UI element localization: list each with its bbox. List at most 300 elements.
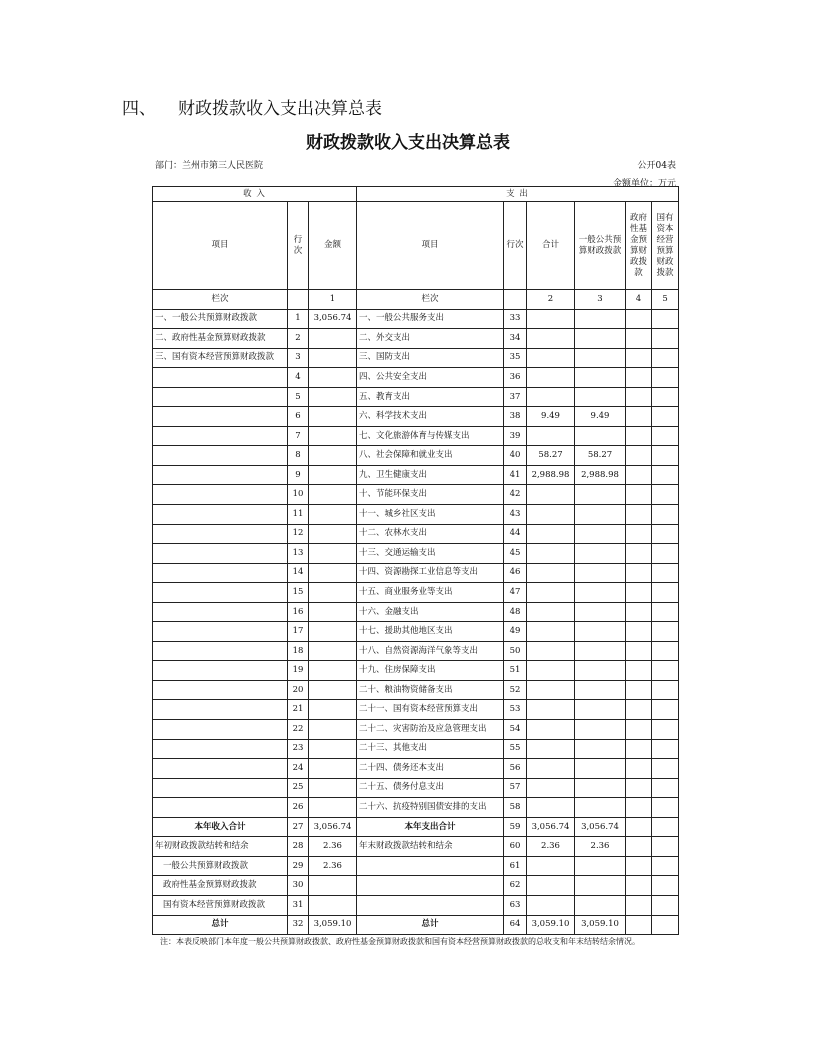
gov-fund-cell <box>626 485 652 505</box>
state-capital-cell <box>652 739 679 759</box>
expense-line-cell: 52 <box>504 680 527 700</box>
income-line-cell: 25 <box>288 778 309 798</box>
expense-item-cell: 十三、交通运输支出 <box>357 544 504 564</box>
income-item-cell <box>153 798 288 818</box>
expense-index-blank <box>504 290 527 310</box>
general-budget-cell <box>575 876 626 896</box>
general-budget-cell <box>575 778 626 798</box>
total-cell: 3,056.74 <box>527 817 575 837</box>
expense-line-cell: 39 <box>504 426 527 446</box>
income-item-cell: 政府性基金预算财政拨款 <box>153 876 288 896</box>
general-budget-cell <box>575 856 626 876</box>
general-budget-cell <box>575 759 626 779</box>
expense-line-cell: 40 <box>504 446 527 466</box>
expense-line-cell: 47 <box>504 583 527 603</box>
table-row <box>153 505 679 525</box>
section-number: 四、 <box>122 99 156 119</box>
state-capital-cell <box>652 524 679 544</box>
general-budget-cell <box>575 426 626 446</box>
expense-line-header: 行次 <box>504 202 527 290</box>
table-row <box>153 661 679 681</box>
expense-item-cell: 六、科学技术支出 <box>357 407 504 427</box>
income-item-cell <box>153 524 288 544</box>
state-capital-cell <box>652 485 679 505</box>
income-amount-cell: 2.36 <box>309 856 357 876</box>
income-item-cell: 年初财政拨款结转和结余 <box>153 837 288 857</box>
income-amount-cell <box>309 720 357 740</box>
expense-item-cell: 二十三、其他支出 <box>357 739 504 759</box>
gov-fund-cell <box>626 544 652 564</box>
income-line-cell: 24 <box>288 759 309 779</box>
income-line-cell: 6 <box>288 407 309 427</box>
table-row <box>153 524 679 544</box>
income-item-cell <box>153 426 288 446</box>
table-row <box>153 544 679 564</box>
gov-fund-cell <box>626 309 652 329</box>
state-capital-cell <box>652 426 679 446</box>
income-amount-cell <box>309 407 357 427</box>
state-capital-cell <box>652 759 679 779</box>
state-capital-cell <box>652 895 679 915</box>
general-budget-cell: 3,056.74 <box>575 817 626 837</box>
income-line-cell: 8 <box>288 446 309 466</box>
column-header-row <box>153 202 679 290</box>
income-line-cell: 12 <box>288 524 309 544</box>
total-cell <box>527 505 575 525</box>
income-item-cell <box>153 505 288 525</box>
gov-fund-cell <box>626 837 652 857</box>
expense-item-cell: 年末财政拨款结转和结余 <box>357 837 504 857</box>
income-item-cell <box>153 563 288 583</box>
expense-item-cell: 本年支出合计 <box>357 817 504 837</box>
expense-item-cell: 十八、自然资源海洋气象等支出 <box>357 641 504 661</box>
table-row <box>153 583 679 603</box>
income-item-cell <box>153 583 288 603</box>
income-amount-cell <box>309 661 357 681</box>
expense-item-cell: 二十二、灾害防治及应急管理支出 <box>357 720 504 740</box>
state-capital-cell <box>652 856 679 876</box>
general-budget-cell: 9.49 <box>575 407 626 427</box>
expense-item-cell: 二十四、债务还本支出 <box>357 759 504 779</box>
income-line-cell: 26 <box>288 798 309 818</box>
gov-fund-cell <box>626 368 652 388</box>
column-index-row <box>153 290 679 310</box>
income-amount-cell <box>309 544 357 564</box>
expense-line-cell: 54 <box>504 720 527 740</box>
income-line-cell: 19 <box>288 661 309 681</box>
income-item-cell <box>153 368 288 388</box>
gov-fund-cell <box>626 563 652 583</box>
table-row <box>153 641 679 661</box>
income-line-cell: 7 <box>288 426 309 446</box>
section-title: 财政拨款收入支出决算总表 <box>178 99 382 119</box>
state-capital-cell <box>652 837 679 857</box>
expense-item-cell: 总计 <box>357 915 504 935</box>
expense-item-cell: 五、教育支出 <box>357 387 504 407</box>
table-row <box>153 387 679 407</box>
table-row <box>153 309 679 329</box>
general-budget-cell <box>575 524 626 544</box>
income-item-cell: 一、一般公共预算财政拨款 <box>153 309 288 329</box>
expense-item-cell <box>357 856 504 876</box>
state-capital-cell <box>652 505 679 525</box>
income-amount-header: 金额 <box>309 202 357 290</box>
state-capital-cell <box>652 348 679 368</box>
state-capital-cell <box>652 583 679 603</box>
general-budget-cell <box>575 387 626 407</box>
expense-item-cell: 二十六、抗疫特别国债安排的支出 <box>357 798 504 818</box>
general-budget-cell <box>575 309 626 329</box>
expense-line-cell: 34 <box>504 329 527 349</box>
gov-fund-cell <box>626 876 652 896</box>
income-line-cell: 2 <box>288 329 309 349</box>
income-item-cell: 二、政府性基金预算财政拨款 <box>153 329 288 349</box>
total-cell <box>527 524 575 544</box>
expense-line-cell: 60 <box>504 837 527 857</box>
income-item-cell: 总计 <box>153 915 288 935</box>
income-amount-cell <box>309 329 357 349</box>
gov-fund-cell <box>626 778 652 798</box>
gov-fund-cell <box>626 583 652 603</box>
income-amount-cell <box>309 368 357 388</box>
expense-item-cell: 十一、城乡社区支出 <box>357 505 504 525</box>
general-budget-cell <box>575 368 626 388</box>
gov-fund-cell <box>626 739 652 759</box>
total-cell <box>527 700 575 720</box>
expense-item-cell: 十二、农林水支出 <box>357 524 504 544</box>
total-cell <box>527 739 575 759</box>
total-cell <box>527 368 575 388</box>
total-cell: 9.49 <box>527 407 575 427</box>
income-line-cell: 27 <box>288 817 309 837</box>
income-item-cell <box>153 700 288 720</box>
income-amount-cell <box>309 583 357 603</box>
expense-line-cell: 56 <box>504 759 527 779</box>
table-row <box>153 446 679 466</box>
table-row <box>153 817 679 837</box>
gov-fund-cell <box>626 446 652 466</box>
expense-line-cell: 58 <box>504 798 527 818</box>
general-budget-cell <box>575 602 626 622</box>
total-cell <box>527 387 575 407</box>
total-cell: 3,059.10 <box>527 915 575 935</box>
expense-line-cell: 38 <box>504 407 527 427</box>
gov-fund-cell <box>626 720 652 740</box>
income-line-cell: 9 <box>288 465 309 485</box>
general-budget-cell <box>575 798 626 818</box>
budget-table <box>152 186 679 935</box>
table-row <box>153 720 679 740</box>
income-amount-cell <box>309 895 357 915</box>
expense-line-cell: 36 <box>504 368 527 388</box>
income-line-cell: 28 <box>288 837 309 857</box>
state-capital-cell <box>652 720 679 740</box>
total-cell: 2,988.98 <box>527 465 575 485</box>
state-capital-cell <box>652 641 679 661</box>
income-line-cell: 22 <box>288 720 309 740</box>
income-line-cell: 5 <box>288 387 309 407</box>
total-cell <box>527 544 575 564</box>
gov-fund-cell <box>626 622 652 642</box>
income-amount-cell <box>309 680 357 700</box>
state-capital-cell <box>652 876 679 896</box>
expense-line-cell: 48 <box>504 602 527 622</box>
general-budget-cell <box>575 485 626 505</box>
state-capital-cell <box>652 407 679 427</box>
income-amount-cell <box>309 465 357 485</box>
total-cell <box>527 641 575 661</box>
income-line-cell: 11 <box>288 505 309 525</box>
state-capital-cell <box>652 446 679 466</box>
general-budget-cell <box>575 544 626 564</box>
state-capital-cell <box>652 700 679 720</box>
expense-line-cell: 53 <box>504 700 527 720</box>
income-header: 收 入 <box>153 187 357 202</box>
expense-line-cell: 46 <box>504 563 527 583</box>
department-label: 部门：兰州市第三人民医院 <box>155 161 264 171</box>
total-index: 2 <box>527 290 575 310</box>
state-capital-index: 5 <box>652 290 679 310</box>
general-budget-cell <box>575 700 626 720</box>
general-budget-cell <box>575 641 626 661</box>
total-cell <box>527 485 575 505</box>
total-cell <box>527 895 575 915</box>
total-cell <box>527 309 575 329</box>
total-cell <box>527 563 575 583</box>
income-amount-cell <box>309 641 357 661</box>
state-capital-cell <box>652 309 679 329</box>
expense-item-cell: 三、国防支出 <box>357 348 504 368</box>
state-capital-cell <box>652 915 679 935</box>
gov-fund-cell <box>626 856 652 876</box>
income-amount-cell <box>309 348 357 368</box>
table-row <box>153 739 679 759</box>
income-amount-cell <box>309 387 357 407</box>
total-cell <box>527 798 575 818</box>
table-row <box>153 368 679 388</box>
gov-fund-cell <box>626 329 652 349</box>
gov-fund-cell <box>626 759 652 779</box>
income-amount-cell: 3,059.10 <box>309 915 357 935</box>
table-row <box>153 759 679 779</box>
state-capital-cell <box>652 661 679 681</box>
state-capital-cell <box>652 602 679 622</box>
footnote: 注：本表反映部门本年度一般公共预算财政拨款、政府性基金预算财政拨款和国有资本经营预算财政拨款的总收支和年末结转结余情况。 <box>160 937 640 946</box>
gov-fund-cell <box>626 641 652 661</box>
gov-fund-cell <box>626 387 652 407</box>
state-capital-cell <box>652 622 679 642</box>
income-index-label: 栏次 <box>153 290 288 310</box>
income-item-cell: 三、国有资本经营预算财政拨款 <box>153 348 288 368</box>
gov-fund-index: 4 <box>626 290 652 310</box>
gov-fund-header: 政府性基金预算财政拨款 <box>626 202 652 290</box>
general-budget-cell <box>575 680 626 700</box>
gov-fund-cell <box>626 700 652 720</box>
state-capital-cell <box>652 680 679 700</box>
income-amount-cell <box>309 759 357 779</box>
general-index: 3 <box>575 290 626 310</box>
total-cell <box>527 426 575 446</box>
income-item-cell <box>153 387 288 407</box>
table-row <box>153 348 679 368</box>
general-budget-cell <box>575 563 626 583</box>
income-item-cell <box>153 446 288 466</box>
expense-line-cell: 33 <box>504 309 527 329</box>
total-cell <box>527 856 575 876</box>
expense-item-cell: 十五、商业服务业等支出 <box>357 583 504 603</box>
expense-item-cell: 二十、粮油物资储备支出 <box>357 680 504 700</box>
total-cell <box>527 778 575 798</box>
amount-index: 1 <box>309 290 357 310</box>
income-amount-cell <box>309 798 357 818</box>
total-cell: 58.27 <box>527 446 575 466</box>
gov-fund-cell <box>626 524 652 544</box>
expense-item-cell: 二、外交支出 <box>357 329 504 349</box>
expense-item-cell <box>357 876 504 896</box>
income-item-cell <box>153 465 288 485</box>
gov-fund-cell <box>626 680 652 700</box>
expense-item-cell: 十九、住房保障支出 <box>357 661 504 681</box>
expense-line-cell: 61 <box>504 856 527 876</box>
income-item-cell <box>153 739 288 759</box>
income-amount-cell <box>309 426 357 446</box>
total-header: 合计 <box>527 202 575 290</box>
table-row <box>153 465 679 485</box>
general-budget-cell <box>575 348 626 368</box>
income-amount-cell <box>309 700 357 720</box>
total-cell <box>527 602 575 622</box>
general-budget-cell <box>575 895 626 915</box>
income-line-cell: 14 <box>288 563 309 583</box>
gov-fund-cell <box>626 817 652 837</box>
form-number: 公开04表 <box>637 161 676 171</box>
total-cell <box>527 329 575 349</box>
table-row <box>153 915 679 935</box>
income-item-cell <box>153 407 288 427</box>
table-row <box>153 700 679 720</box>
general-budget-cell <box>575 583 626 603</box>
income-item-cell <box>153 622 288 642</box>
income-amount-cell <box>309 524 357 544</box>
income-item-cell: 一般公共预算财政拨款 <box>153 856 288 876</box>
gov-fund-cell <box>626 895 652 915</box>
income-line-cell: 17 <box>288 622 309 642</box>
income-amount-cell <box>309 505 357 525</box>
income-amount-cell <box>309 446 357 466</box>
expense-line-cell: 62 <box>504 876 527 896</box>
state-capital-cell <box>652 778 679 798</box>
gov-fund-cell <box>626 505 652 525</box>
state-capital-cell <box>652 798 679 818</box>
expense-line-cell: 50 <box>504 641 527 661</box>
income-item-cell <box>153 759 288 779</box>
table-row <box>153 622 679 642</box>
total-cell: 2.36 <box>527 837 575 857</box>
state-capital-cell <box>652 544 679 564</box>
income-line-cell: 18 <box>288 641 309 661</box>
total-cell <box>527 622 575 642</box>
income-line-cell: 32 <box>288 915 309 935</box>
expense-item-cell: 十四、资源勘探工业信息等支出 <box>357 563 504 583</box>
table-row <box>153 407 679 427</box>
expense-line-cell: 44 <box>504 524 527 544</box>
income-line-cell: 3 <box>288 348 309 368</box>
general-budget-cell: 58.27 <box>575 446 626 466</box>
table-row <box>153 798 679 818</box>
gov-fund-cell <box>626 426 652 446</box>
income-line-header: 行次 <box>288 202 309 290</box>
income-line-cell: 1 <box>288 309 309 329</box>
general-budget-cell <box>575 720 626 740</box>
income-item-cell <box>153 680 288 700</box>
table-row <box>153 876 679 896</box>
expense-line-cell: 43 <box>504 505 527 525</box>
expense-line-cell: 51 <box>504 661 527 681</box>
table-row <box>153 837 679 857</box>
income-item-cell <box>153 778 288 798</box>
total-cell <box>527 680 575 700</box>
state-capital-cell <box>652 563 679 583</box>
table-row <box>153 778 679 798</box>
income-line-cell: 13 <box>288 544 309 564</box>
income-amount-cell <box>309 602 357 622</box>
table-row <box>153 426 679 446</box>
income-line-cell: 4 <box>288 368 309 388</box>
expense-item-cell: 四、公共安全支出 <box>357 368 504 388</box>
expense-line-cell: 45 <box>504 544 527 564</box>
expense-item-cell: 七、文化旅游体育与传媒支出 <box>357 426 504 446</box>
total-cell <box>527 720 575 740</box>
income-line-cell: 21 <box>288 700 309 720</box>
income-line-cell: 30 <box>288 876 309 896</box>
income-line-cell: 10 <box>288 485 309 505</box>
gov-fund-cell <box>626 661 652 681</box>
income-item-cell <box>153 544 288 564</box>
income-amount-cell <box>309 876 357 896</box>
expense-item-cell: 十、节能环保支出 <box>357 485 504 505</box>
income-line-cell: 15 <box>288 583 309 603</box>
income-line-cell: 31 <box>288 895 309 915</box>
expense-line-cell: 63 <box>504 895 527 915</box>
table-row <box>153 485 679 505</box>
income-item-cell: 国有资本经营预算财政拨款 <box>153 895 288 915</box>
gov-fund-cell <box>626 465 652 485</box>
total-cell <box>527 583 575 603</box>
table-row <box>153 856 679 876</box>
general-budget-cell <box>575 739 626 759</box>
expense-item-cell: 十七、援助其他地区支出 <box>357 622 504 642</box>
general-budget-cell <box>575 622 626 642</box>
income-amount-cell: 3,056.74 <box>309 817 357 837</box>
income-line-cell: 20 <box>288 680 309 700</box>
expense-item-cell: 二十一、国有资本经营预算支出 <box>357 700 504 720</box>
expense-index-label: 栏次 <box>357 290 504 310</box>
state-capital-cell <box>652 817 679 837</box>
gov-fund-cell <box>626 915 652 935</box>
general-budget-cell <box>575 661 626 681</box>
gov-fund-cell <box>626 602 652 622</box>
state-capital-header: 国有资本经营预算财政拨款 <box>652 202 679 290</box>
general-budget-cell: 2.36 <box>575 837 626 857</box>
total-cell <box>527 348 575 368</box>
expense-header: 支 出 <box>357 187 679 202</box>
income-amount-cell <box>309 739 357 759</box>
gov-fund-cell <box>626 407 652 427</box>
gov-fund-cell <box>626 798 652 818</box>
table-title: 财政拨款收入支出决算总表 <box>306 133 510 153</box>
total-cell <box>527 759 575 779</box>
income-amount-cell <box>309 778 357 798</box>
